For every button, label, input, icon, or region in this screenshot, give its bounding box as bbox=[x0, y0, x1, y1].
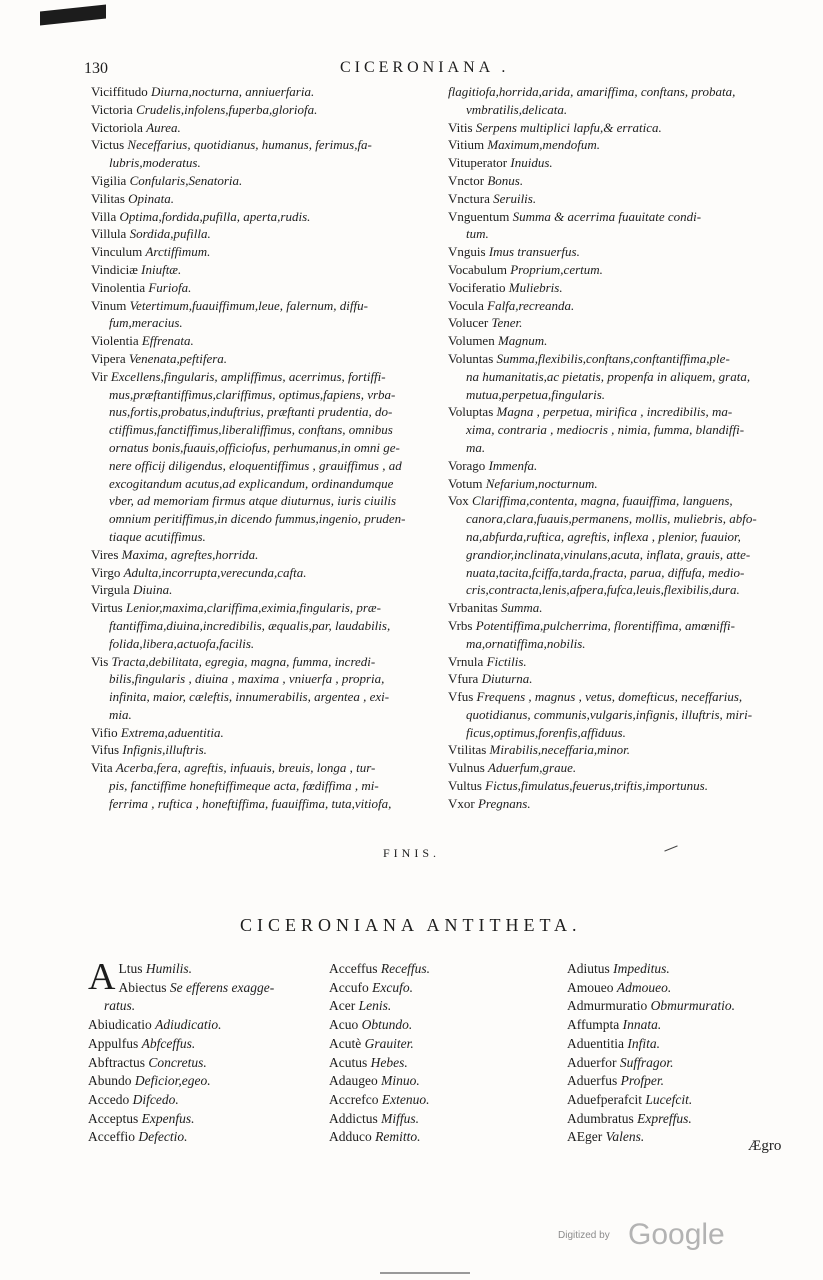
dictionary-entry bbox=[91, 350, 431, 368]
headword: Victus bbox=[91, 137, 128, 153]
antitheta-column-3 bbox=[567, 960, 797, 1147]
epithets: Hebes. bbox=[370, 1054, 408, 1070]
headword: Acceffus bbox=[329, 961, 381, 976]
antitheta-column-1 bbox=[88, 956, 318, 1147]
headword: Vilitas bbox=[91, 190, 129, 206]
dictionary-entry bbox=[448, 741, 796, 759]
dictionary-entry bbox=[448, 457, 796, 475]
epithets: Maximum,mendofum. bbox=[487, 137, 600, 153]
dictionary-entry bbox=[448, 279, 796, 297]
dictionary-entry bbox=[448, 154, 796, 172]
antithesis-entry bbox=[567, 960, 797, 979]
dictionary-entry bbox=[448, 83, 796, 119]
dictionary-entry bbox=[448, 599, 796, 617]
epithets: Iniuftæ. bbox=[141, 261, 182, 277]
continuation-line: vber, ad memoriam firmus atque diuturnus, iuris ciuilis bbox=[109, 493, 397, 509]
epithets: Fictilis. bbox=[486, 653, 527, 669]
continuation-line: mus,præftantiffimus,clariffimus, optimus,fapiens, vrba- bbox=[109, 386, 396, 402]
headword: Vituperator bbox=[448, 155, 511, 171]
epithets: Summa & acerrima fuauitate condi- bbox=[512, 208, 702, 224]
headword: Aduefperafcit bbox=[567, 1091, 646, 1107]
dictionary-entry bbox=[448, 332, 796, 350]
headword: Victoriola bbox=[91, 119, 147, 135]
continuation-line: bilis,fingularis , diuina , maxima , vniuerfa , propria, bbox=[109, 671, 385, 687]
dictionary-entry bbox=[91, 83, 431, 101]
epithets: Diuina. bbox=[132, 582, 173, 598]
epithets: Defectio. bbox=[138, 1129, 188, 1145]
continuation-line: mia. bbox=[109, 706, 132, 722]
continuation-line: nuata,tacita,fciffa,tarda,fracta, parua, diffufa, medio- bbox=[466, 564, 745, 580]
headword: Viciffitudo bbox=[91, 84, 151, 99]
dictionary-entry bbox=[91, 741, 431, 759]
headword: Vipera bbox=[91, 350, 129, 366]
headword: Acceffio bbox=[88, 1129, 139, 1145]
epithets: Aurea. bbox=[146, 119, 181, 135]
epithets: Pregnans. bbox=[477, 795, 531, 811]
headword: Vorago bbox=[448, 457, 489, 473]
continuation-line: vmbratilis,delicata. bbox=[466, 101, 568, 117]
antithesis-entry bbox=[88, 1110, 318, 1129]
dictionary-entry bbox=[91, 101, 431, 119]
epithets: Effrenata. bbox=[141, 333, 194, 349]
antithesis-entry bbox=[329, 1016, 529, 1035]
continuation-line: ma,ornatiffima,nobilis. bbox=[466, 635, 586, 651]
headword: Vocabulum bbox=[448, 261, 511, 277]
headword: Acuo bbox=[329, 1017, 362, 1033]
dictionary-entry bbox=[448, 475, 796, 493]
epithets: Aduerfum,graue. bbox=[488, 760, 577, 776]
catchword: Ægro bbox=[748, 1138, 782, 1154]
antithesis-entry bbox=[329, 979, 529, 998]
headword: Vox bbox=[448, 493, 472, 509]
dictionary-entry bbox=[448, 314, 796, 332]
epithets: Mirabilis,neceffaria,minor. bbox=[489, 742, 630, 758]
epithets: Excellens,fingularis, ampliffimus, acerrimus, fortiffi- bbox=[110, 368, 386, 384]
epithets: Imus transuerfus. bbox=[488, 244, 580, 260]
epithets: Inuidus. bbox=[510, 155, 553, 171]
dictionary-entry bbox=[91, 243, 431, 261]
epithets: Lenis. bbox=[358, 998, 392, 1014]
continuation-line: mutua,perpetua,fingularis. bbox=[466, 386, 606, 402]
headword: Adumbratus bbox=[567, 1110, 638, 1126]
epithets: Expreffus. bbox=[637, 1110, 692, 1126]
headword: Acutus bbox=[329, 1054, 371, 1070]
headword: Vnctor bbox=[448, 172, 488, 188]
headword: Violentia bbox=[91, 333, 142, 349]
continuation-line: folida,libera,actuofa,facilis. bbox=[109, 635, 255, 651]
epithets: Summa,flexibilis,conftans,conftantiffima,ple- bbox=[496, 350, 730, 366]
headword: Vfus bbox=[448, 689, 477, 705]
epithets: Nefarium,nocturnum. bbox=[485, 475, 598, 491]
epithets: Valens. bbox=[605, 1129, 645, 1145]
headword: Vigilia bbox=[91, 172, 130, 188]
epithets: Optima,fordida,pufilla, aperta,rudis. bbox=[119, 208, 311, 224]
epithets: Obmurmuratio. bbox=[650, 998, 736, 1014]
headword: Villa bbox=[91, 208, 120, 224]
epithets: Arctiffimum. bbox=[145, 244, 211, 260]
headword: Vulnus bbox=[448, 760, 489, 776]
headword: Vifus bbox=[91, 742, 123, 758]
dictionary-entry bbox=[448, 297, 796, 315]
epithets: Confularis,Senatoria. bbox=[129, 172, 243, 188]
headword: Vnguis bbox=[448, 244, 489, 260]
continuation-line: quotidianus, communis,vulgaris,infignis, illuftris, miri- bbox=[466, 706, 753, 722]
epithets: Clariffima,contenta, magna, fuauiffima, languens, bbox=[471, 493, 733, 509]
headword: Vinum bbox=[91, 297, 130, 313]
dictionary-entry bbox=[91, 225, 431, 243]
epithets: Crudelis,infolens,fuperba,gloriofa. bbox=[136, 101, 318, 117]
dictionary-entry bbox=[448, 172, 796, 190]
dictionary-entry bbox=[91, 119, 431, 137]
headword: Voluptas bbox=[448, 404, 497, 420]
dictionary-entry bbox=[448, 777, 796, 795]
epithets: Acerba,fera, agreftis, infuauis, breuis, longa , tur- bbox=[115, 760, 376, 776]
epithets: Muliebris. bbox=[508, 279, 563, 295]
epithets: Se efferens exagge- bbox=[169, 979, 275, 995]
epithets: Venenata,peftifera. bbox=[128, 350, 228, 366]
dictionary-entry bbox=[91, 581, 431, 599]
epithets: Expenfus. bbox=[141, 1110, 195, 1126]
running-head: CICERONIANA . bbox=[340, 59, 510, 76]
continuation-line: cris,contracta,lenis,afpera,fufca,leuis,flexibilis,dura. bbox=[466, 582, 740, 598]
headword: Abundo bbox=[88, 1073, 135, 1089]
antithesis-entry bbox=[88, 1072, 318, 1091]
continuation-line: na,abfurda,ruftica, agreftis, inflexa , plenior, fuauior, bbox=[466, 528, 741, 544]
epithets: Opinata. bbox=[128, 190, 175, 206]
continuation-line: ficus,optimus,forenfis,affiduus. bbox=[466, 724, 626, 740]
finis-mark: FINIS. bbox=[383, 846, 441, 860]
headword: AEger bbox=[567, 1129, 606, 1145]
epithets: Summa. bbox=[501, 600, 543, 616]
headword: Vultus bbox=[448, 778, 486, 794]
dictionary-entry bbox=[448, 795, 796, 813]
epithets: Diuturna. bbox=[481, 671, 533, 687]
dictionary-entry bbox=[91, 546, 431, 564]
headword: Acutè bbox=[329, 1035, 365, 1051]
headword: Volumen bbox=[448, 333, 498, 349]
continuation-line: na humanitatis,ac pietatis, propenfa in aliquem, grata, bbox=[466, 368, 751, 384]
headword: Vxor bbox=[448, 795, 478, 811]
headword: Vita bbox=[91, 760, 116, 776]
epithets: Minuo. bbox=[381, 1073, 420, 1089]
continuation-line: grandior,inclinata,vinulans,acuta, inflata, grauis, atte- bbox=[466, 546, 751, 562]
dictionary-entry bbox=[91, 599, 431, 652]
headword: Affumpta bbox=[567, 1017, 623, 1033]
epithets: Diurna,nocturna, anniuerfaria. bbox=[151, 84, 315, 99]
right-column bbox=[448, 83, 796, 813]
epithets: Innata. bbox=[622, 1017, 662, 1033]
dictionary-entry bbox=[448, 119, 796, 137]
epithets: Frequens , magnus , vetus, domefticus, neceffarius, bbox=[476, 689, 743, 705]
headword: Vitium bbox=[448, 137, 488, 153]
antithesis-entry bbox=[567, 997, 797, 1016]
epithets: Grauiter. bbox=[364, 1035, 414, 1051]
dictionary-entry bbox=[448, 670, 796, 688]
headword: Vinolentia bbox=[91, 279, 149, 295]
antithesis-entry bbox=[329, 1110, 529, 1129]
headword: Vifio bbox=[91, 724, 121, 740]
continuation-line: omnium peritiffimus,in dicendo fummus,ingenio, pruden- bbox=[109, 511, 406, 527]
epithets: Furiofa. bbox=[148, 279, 192, 295]
epithets: Extrema,aduentitia. bbox=[120, 724, 224, 740]
epithets: Suffragor. bbox=[619, 1054, 674, 1070]
epithets: Humilis. bbox=[145, 961, 192, 976]
headword: Abftractus bbox=[88, 1054, 149, 1070]
epithets: Sordida,pufilla. bbox=[129, 226, 211, 242]
headword: Amoueo bbox=[567, 979, 617, 995]
dictionary-entry bbox=[91, 332, 431, 350]
continuation-line: nus,fortis,probatus,induftrius, præftanti prudentia, do- bbox=[109, 404, 393, 420]
epithets: Deficior,egeo. bbox=[134, 1073, 211, 1089]
continuation-line: infinita, maior, cæleftis, innumerabilis, argentea , exi- bbox=[109, 689, 390, 705]
headword: Ltus bbox=[118, 961, 146, 976]
headword: Vires bbox=[91, 546, 122, 562]
dictionary-entry bbox=[448, 243, 796, 261]
dictionary-entry bbox=[91, 261, 431, 279]
epithets: Tracta,debilitata, egregia, magna, fumma, incredi- bbox=[111, 653, 376, 669]
continuation-line: tiaque acutiffimus. bbox=[109, 528, 206, 544]
dictionary-entry bbox=[91, 190, 431, 208]
epithets: Bonus. bbox=[487, 172, 524, 188]
antithesis-entry bbox=[88, 979, 318, 1016]
continuation-line: ornatus bonis,fuauis,officiofus, perhumanus,in omni ge- bbox=[109, 439, 400, 455]
dictionary-entry bbox=[91, 172, 431, 190]
digitized-by-label: Digitized by bbox=[558, 1230, 610, 1241]
headword: Vfura bbox=[448, 671, 482, 687]
headword: Vrbs bbox=[448, 617, 476, 633]
headword: Adaugeo bbox=[329, 1073, 382, 1089]
epithets: Excufo. bbox=[372, 979, 413, 995]
dictionary-entry bbox=[448, 190, 796, 208]
epithets: Immenfa. bbox=[488, 457, 538, 473]
epithets: Magna , perpetua, mirifica , incredibilis, ma- bbox=[496, 404, 733, 420]
left-column bbox=[91, 83, 431, 813]
epithets: Extenuo. bbox=[381, 1091, 430, 1107]
epithets: Receffus. bbox=[380, 961, 430, 976]
continuation-line: canora,clara,fuauis,permanens, mollis, muliebris, abfo- bbox=[466, 511, 757, 527]
epithets: flagitiofa,horrida,arida, amariffima, conftans, probata, bbox=[448, 84, 736, 99]
dictionary-entry bbox=[91, 279, 431, 297]
antithesis-entry bbox=[329, 1072, 529, 1091]
headword: Victoria bbox=[91, 101, 137, 117]
page-corner-mark bbox=[40, 5, 106, 26]
antithesis-entry bbox=[329, 1128, 529, 1147]
dictionary-entry bbox=[448, 492, 796, 599]
headword: Volucer bbox=[448, 315, 492, 331]
epithets: Profper. bbox=[620, 1073, 664, 1089]
dictionary-entry bbox=[91, 724, 431, 742]
continuation-line: excogitandum acutus,ad explicandum, ordinandumque bbox=[109, 475, 394, 491]
antithesis-entry bbox=[567, 1035, 797, 1054]
epithets: Fictus,fimulatus,feuerus,triftis,importunus. bbox=[485, 778, 708, 794]
continuation-line: ftantiffima,diuina,incredibilis, æqualis,par, laudabilis, bbox=[109, 617, 391, 633]
headword: Vtilitas bbox=[448, 742, 490, 758]
antithesis-entry bbox=[88, 1035, 318, 1054]
continuation-line: nere officij diligendus, eloquentiffimus , grauiffimus , ad bbox=[109, 457, 402, 473]
dictionary-entry bbox=[91, 297, 431, 333]
dictionary-entry bbox=[91, 564, 431, 582]
epithets: Lenior,maxima,clariffima,eximia,fingularis, præ- bbox=[125, 600, 381, 616]
headword: Voluntas bbox=[448, 350, 497, 366]
epithets: Maxima, agreftes,horrida. bbox=[121, 546, 259, 562]
continuation-line: fum,meracius. bbox=[109, 315, 183, 331]
dictionary-entry bbox=[91, 653, 431, 724]
headword: Aduentitia bbox=[567, 1035, 628, 1051]
epithets: Adiudicatio. bbox=[155, 1017, 222, 1033]
epithets: Seruilis. bbox=[493, 190, 537, 206]
headword: Vir bbox=[91, 368, 111, 384]
headword: Admurmuratio bbox=[567, 998, 651, 1014]
dictionary-entry bbox=[448, 208, 796, 244]
drop-cap: A bbox=[88, 956, 116, 998]
headword: Villula bbox=[91, 226, 130, 242]
antithesis-entry bbox=[88, 960, 318, 979]
antithesis-entry bbox=[329, 960, 529, 979]
dictionary-entry bbox=[448, 653, 796, 671]
headword: Adduco bbox=[329, 1129, 376, 1145]
antithesis-entry bbox=[567, 1054, 797, 1073]
epithets: Falfa,recreanda. bbox=[487, 297, 575, 313]
headword: Aduerfor bbox=[567, 1054, 620, 1070]
dictionary-entry bbox=[448, 617, 796, 653]
headword: Acceptus bbox=[88, 1110, 142, 1126]
headword: Vinculum bbox=[91, 244, 146, 260]
antithesis-entry bbox=[567, 1110, 797, 1129]
antitheta-column-2 bbox=[329, 960, 529, 1147]
dictionary-entry bbox=[448, 350, 796, 403]
headword: Vindiciæ bbox=[91, 261, 142, 277]
headword: Vis bbox=[91, 653, 112, 669]
dictionary-entry bbox=[91, 208, 431, 226]
epithets: Proprium,certum. bbox=[510, 261, 603, 277]
headword: Accedo bbox=[88, 1091, 133, 1107]
headword: Vrnula bbox=[448, 653, 487, 669]
headword: Vocula bbox=[448, 297, 488, 313]
antithesis-entry bbox=[88, 1091, 318, 1110]
epithets: Concretus. bbox=[148, 1054, 207, 1070]
epithets: Remitto. bbox=[375, 1129, 421, 1145]
epithets: Magnum. bbox=[497, 333, 548, 349]
epithets: Abfceffus. bbox=[141, 1035, 196, 1051]
antithesis-entry bbox=[329, 1091, 529, 1110]
headword: Acer bbox=[329, 998, 359, 1014]
epithets: Infignis,illuftris. bbox=[122, 742, 207, 758]
headword: Virtus bbox=[91, 600, 126, 616]
antithesis-entry bbox=[567, 1016, 797, 1035]
continuation-line: ratus. bbox=[104, 998, 136, 1014]
epithets: Difcedo. bbox=[132, 1091, 179, 1107]
epithets: Admoueo. bbox=[616, 979, 672, 995]
dictionary-entry bbox=[91, 136, 431, 172]
epithets: Infita. bbox=[627, 1035, 660, 1051]
continuation-line: xima, contraria , mediocris , nimia, fumma, blandiffi- bbox=[466, 422, 745, 438]
dictionary-entry bbox=[448, 759, 796, 777]
epithets: Serpens multiplici lapfu,& erratica. bbox=[475, 119, 662, 135]
headword: Adiutus bbox=[567, 961, 614, 976]
bottom-smudge bbox=[380, 1272, 470, 1274]
epithets: Miffus. bbox=[381, 1110, 420, 1126]
headword: Vnctura bbox=[448, 190, 494, 206]
antithesis-entry bbox=[329, 997, 529, 1016]
antithesis-entry bbox=[567, 1091, 797, 1110]
dictionary-entry bbox=[91, 759, 431, 812]
antithesis-entry bbox=[88, 1128, 318, 1147]
continuation-line: pis, fanctiffime honeftiffimeque acta, fœdiffima , mi- bbox=[109, 778, 379, 794]
epithets: Impeditus. bbox=[613, 961, 670, 976]
epithets: Potentiffima,pulcherrima, florentiffima, amœniffi- bbox=[475, 617, 735, 633]
epithets: Adulta,incorrupta,verecunda,cafta. bbox=[123, 564, 307, 580]
antithesis-entry bbox=[567, 1072, 797, 1091]
headword: Votum bbox=[448, 475, 486, 491]
epithets: Obtundo. bbox=[361, 1017, 413, 1033]
headword: Abiectus bbox=[118, 979, 170, 995]
dictionary-entry bbox=[448, 136, 796, 154]
antithesis-entry bbox=[88, 1016, 318, 1035]
headword: Addictus bbox=[329, 1110, 382, 1126]
dictionary-entry bbox=[448, 688, 796, 741]
dictionary-entry bbox=[91, 368, 431, 546]
continuation-line: ferrima , ruftica , honeftiffima, fuauiffima, tuta,vitiofa, bbox=[109, 795, 392, 811]
headword: Accufo bbox=[329, 979, 373, 995]
antithesis-entry bbox=[567, 979, 797, 998]
epithets: Tener. bbox=[491, 315, 523, 331]
headword: Appulfus bbox=[88, 1035, 142, 1051]
epithets: Neceffarius, quotidianus, humanus, ferimus,fa- bbox=[127, 137, 372, 153]
epithets: Lucefcit. bbox=[645, 1091, 693, 1107]
antithesis-entry bbox=[329, 1054, 529, 1073]
headword: Virgula bbox=[91, 582, 133, 598]
headword: Aduerfus bbox=[567, 1073, 621, 1089]
section-title: CICERONIANA ANTITHETA. bbox=[240, 915, 582, 935]
antithesis-entry bbox=[329, 1035, 529, 1054]
headword: Vrbanitas bbox=[448, 600, 502, 616]
continuation-line: tum. bbox=[466, 226, 489, 242]
headword: Vitis bbox=[448, 119, 476, 135]
continuation-line: ctiffimus,fanctiffimus,liberaliffimus, conftans, omnibus bbox=[109, 422, 393, 438]
headword: Vnguentum bbox=[448, 208, 513, 224]
headword: Accrefco bbox=[329, 1091, 382, 1107]
headword: Virgo bbox=[91, 564, 124, 580]
google-watermark: Google bbox=[628, 1218, 725, 1251]
page-number: 130 bbox=[84, 60, 108, 77]
ink-smudge bbox=[664, 845, 677, 851]
dictionary-entry bbox=[448, 403, 796, 456]
antithesis-entry bbox=[88, 1054, 318, 1073]
continuation-line: ma. bbox=[466, 439, 486, 455]
headword: Abiudicatio bbox=[88, 1017, 156, 1033]
continuation-line: lubris,moderatus. bbox=[109, 155, 201, 171]
epithets: Vetertimum,fuauiffimum,leue, falernum, diffu- bbox=[129, 297, 368, 313]
dictionary-entry bbox=[448, 261, 796, 279]
headword: Vociferatio bbox=[448, 279, 509, 295]
